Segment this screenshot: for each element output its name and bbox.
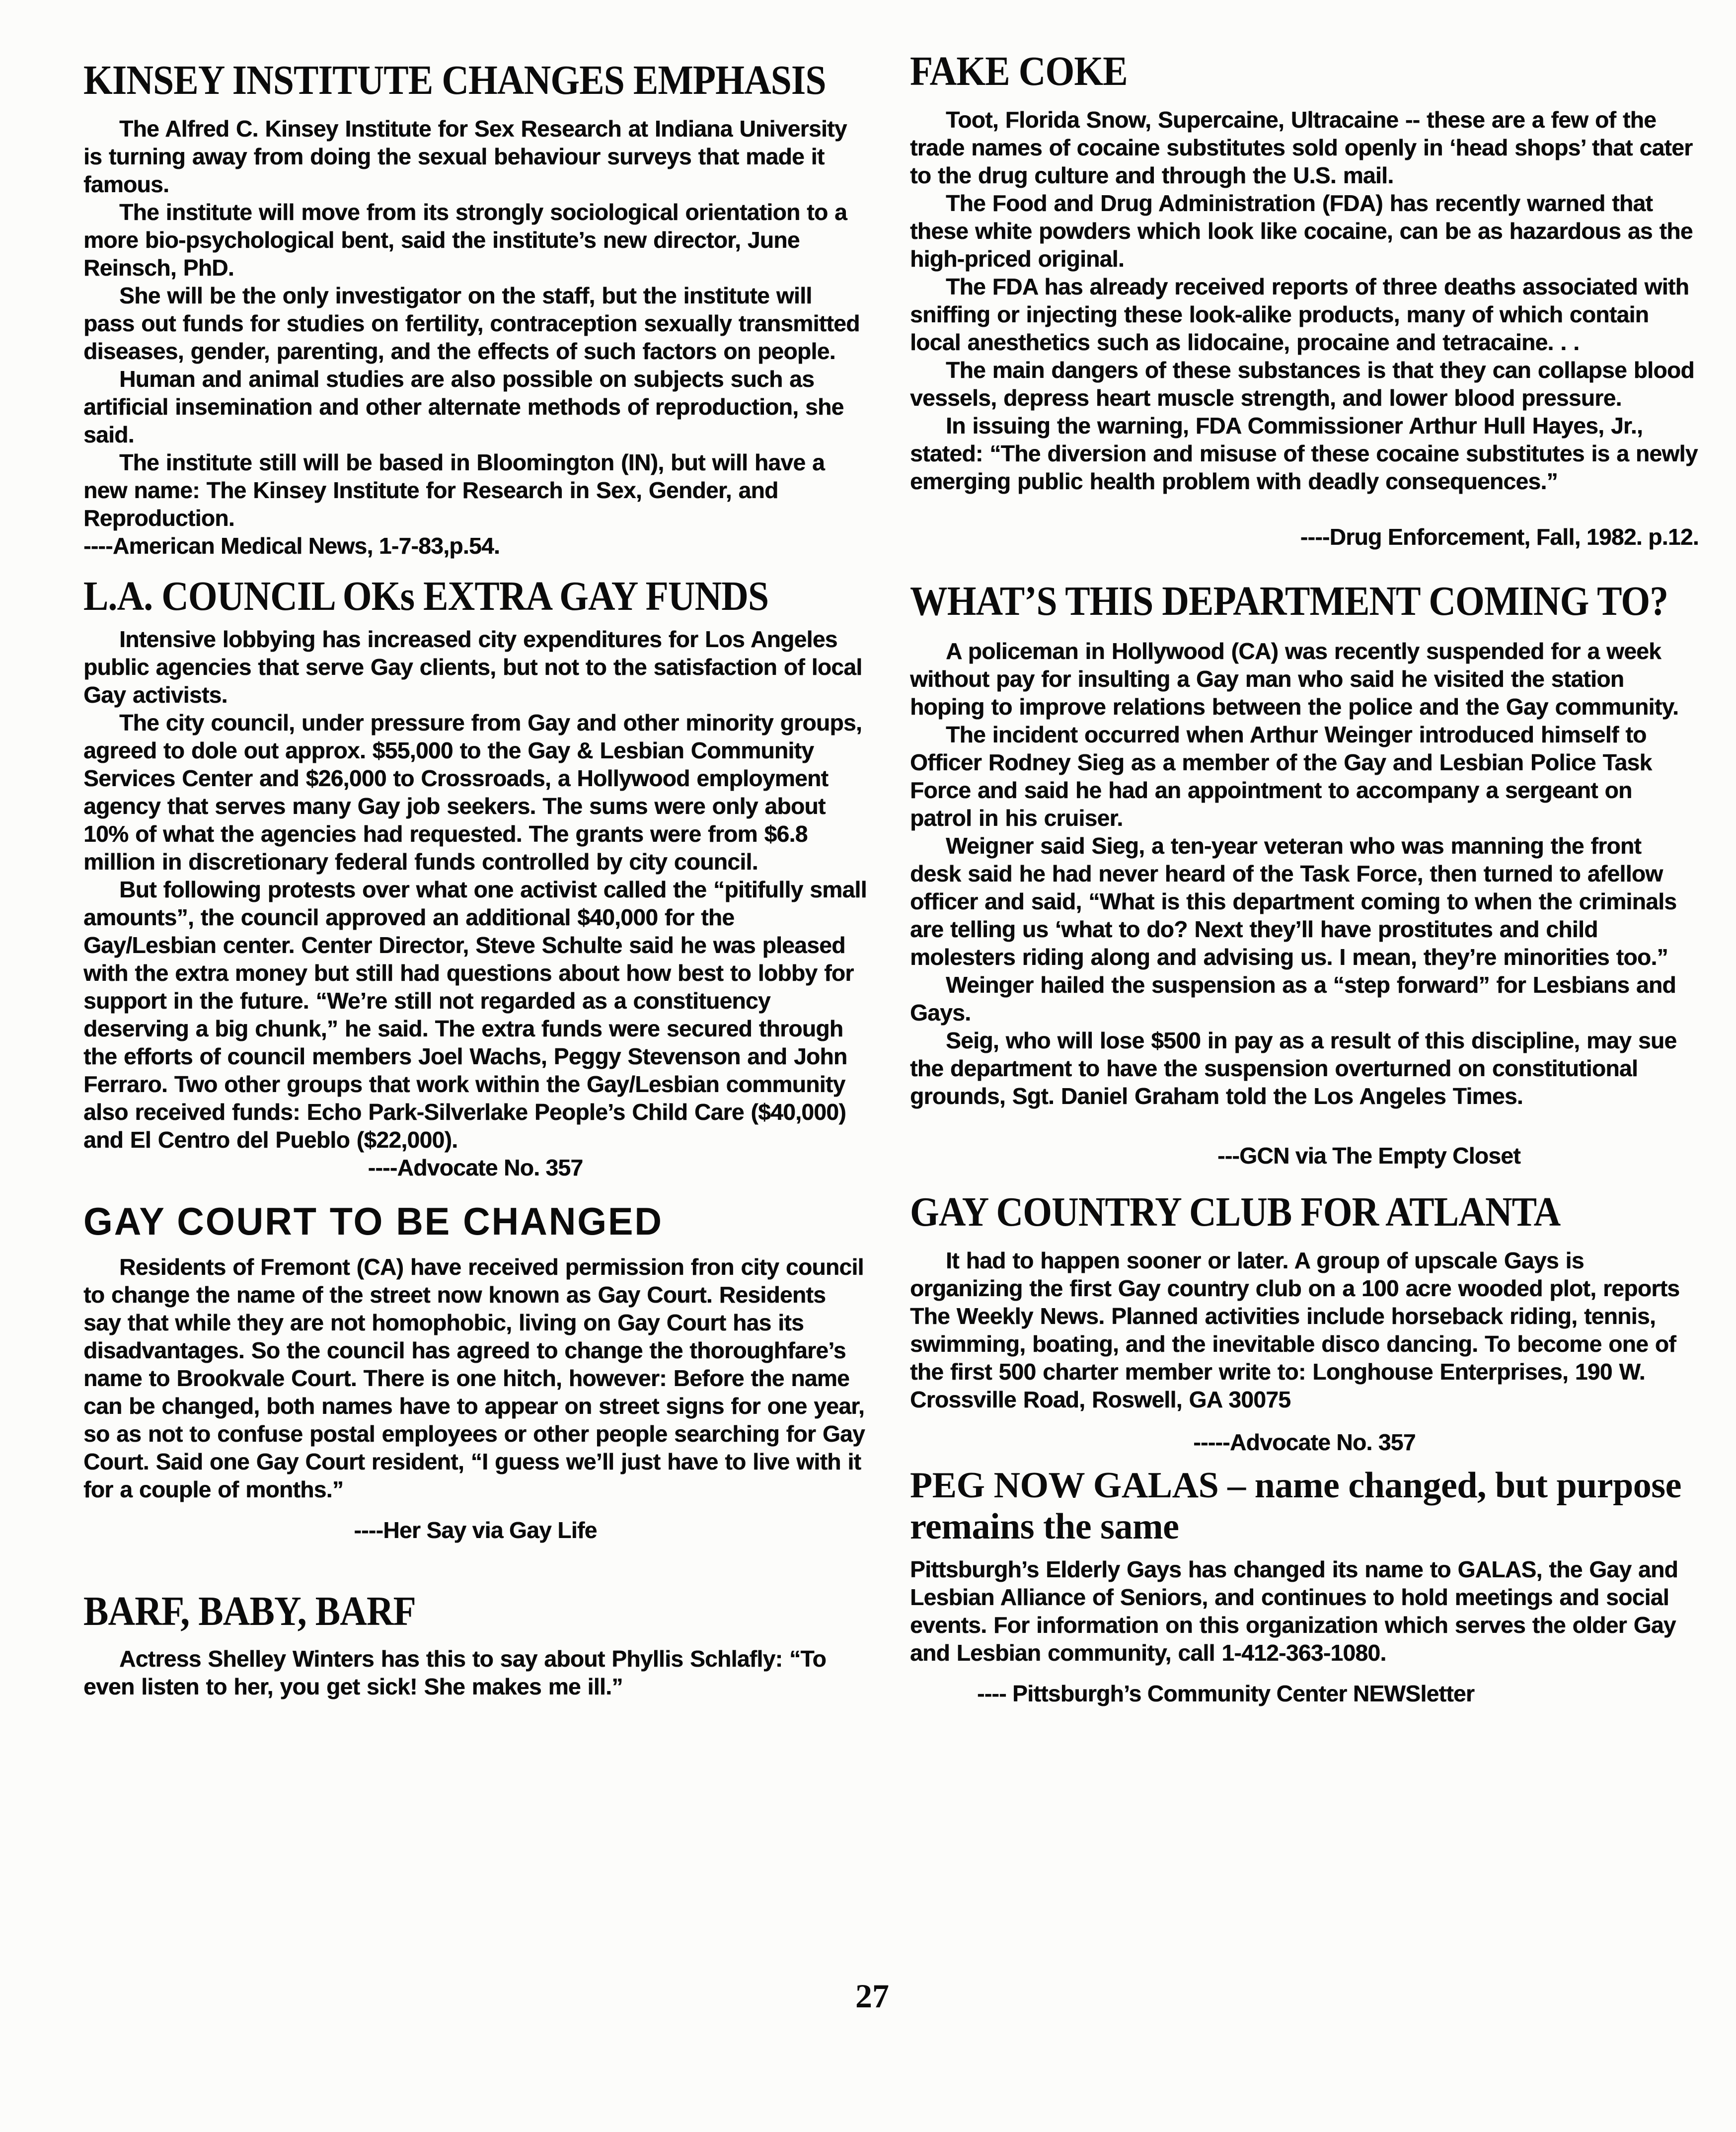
paragraph: The incident occurred when Arthur Weinger introduced himself to Officer Rodney Sieg as a member of the Gay and Lesbian Police Task Force and said he had an appointment to accompany a sergeant on patrol in his cruiser.: [910, 721, 1652, 831]
article-body: [83, 625, 867, 1154]
article-gay-court: [83, 1201, 867, 1544]
attribution: ----Her Say via Gay Life: [354, 1517, 597, 1543]
paragraph: Intensive lobbying has increased city expenditures for Los Angeles public agencies that serve Gay clients, but not to the satisfaction of local Gay activists.: [83, 626, 862, 708]
attribution: ---GCN via The Empty Closet: [1217, 1142, 1520, 1169]
article-title: L.A. COUNCIL OKs EXTRA GAY FUNDS: [83, 573, 769, 620]
paragraph: The institute will move from its strongly sociological orientation to a more bio-psychological bent, said the institute’s new director, June Reinsch, PhD.: [83, 199, 847, 281]
article-body: [910, 106, 1699, 495]
paragraph: The main dangers of these substances is that they can collapse blood vessels, depress heart muscle strength, and lower blood pressure.: [910, 357, 1694, 411]
paragraph: Weigner said Sieg, a ten-year veteran who was manning the front desk said he had never heard of the Task Force, then turned to afellow officer and said, “What is this department coming to when the criminals are telling us ‘what to do? Next they’ll have prostitutes and child molesters riding along and advising us. I mean, they’re minorities too.”: [910, 832, 1677, 970]
article-title: BARF, BABY, BARF: [83, 1588, 416, 1634]
page-number: 27: [855, 1977, 889, 2015]
article-body: [83, 1645, 867, 1700]
article-department-coming-to: [910, 580, 1699, 1169]
article-title: GAY COURT TO BE CHANGED: [83, 1199, 663, 1243]
paragraph: Seig, who will lose $500 in pay as a result of this discipline, may sue the department to have the suspension overturned on constitutional grounds, Sgt. Daniel Graham told the Los Angeles Times.: [910, 1027, 1677, 1109]
paragraph: Actress Shelley Winters has this to say about Phyllis Schlafly: “To even listen to her, you get sick! She makes me ill.”: [83, 1645, 826, 1699]
article-body: [83, 1253, 867, 1503]
article-gay-country-club: [910, 1190, 1699, 1456]
paragraph: It had to happen sooner or later. A group of upscale Gays is organizing the first Gay country club on a 100 acre wooded plot, reports The Weekly News. Planned activities include horseback riding, tennis, swimming, boating, and the inevitable disco dancing. To become one of the first 500 charter member write to: Longhouse Enterprises, 190 W. Crossville Road, Roswell, GA 30075: [910, 1248, 1680, 1413]
paragraph: Pittsburgh’s Elderly Gays has changed its name to GALAS, the Gay and Lesbian Alliance of Seniors, and continues to hold meetings and social events. For information on this organization which serves the older Gay and Lesbian community, call 1-412-363-1080.: [910, 1556, 1678, 1666]
right-column: [910, 50, 1699, 1707]
article-kinsey-institute: [83, 59, 867, 560]
article-fake-coke: [910, 50, 1699, 551]
article-body: [910, 1247, 1699, 1413]
article-title: GAY COUNTRY CLUB FOR ATLANTA: [910, 1188, 1561, 1235]
paragraph: Residents of Fremont (CA) have received permission fron city council to change the name of the street now known as Gay Court. Residents say that while they are not homophobic, living on Gay Court has its disadvantages. So the council has agreed to change the thoroughfare’s name to Brookvale Court. There is one hitch, however: Before the name can be changed, both names have to appear on street signs for one year, so as not to confuse postal employees or other people searching for Gay Court. Said one Gay Court resident, “I guess we’ll just have to live with it for a couple of months.”: [83, 1253, 865, 1502]
article-peg-now-galas: [910, 1465, 1699, 1707]
paragraph: But following protests over what one activist called the “pitifully small amounts”, the council approved an additional $40,000 for the Gay/Lesbian center. Center Director, Steve Schulte said he was pleased with the extra money but still had questions about how best to lobby for support in the future. “We’re still not regarded as a constituency deserving a big chunk,” he said. The extra funds were secured through the efforts of council members Joel Wachs, Peggy Stevenson and John Ferraro. Two other groups that work within the Gay/Lesbian community also received funds: Echo Park-Silverlake People’s Child Care ($40,000) and El Centro del Pueblo ($22,000).: [83, 876, 867, 1153]
attribution: ----Drug Enforcement, Fall, 1982. p.12.: [1300, 524, 1699, 550]
attribution: -----Advocate No. 357: [1193, 1429, 1416, 1456]
attribution: ----Advocate No. 357: [368, 1154, 583, 1180]
paragraph: A policeman in Hollywood (CA) was recently suspended for a week without pay for insulting a Gay man who said he visited the station hoping to improve relations between the police and the Gay community.: [910, 638, 1679, 720]
article-title: KINSEY INSTITUTE CHANGES EMPHASIS: [83, 57, 826, 103]
article-body: [910, 1555, 1699, 1667]
article-la-council-funds: [83, 575, 867, 1181]
paragraph: Toot, Florida Snow, Supercaine, Ultracaine -- these are a few of the trade names of cocaine substitutes sold openly in ‘head shops’ that cater to the drug culture and through the U.S. mail.: [910, 107, 1693, 189]
paragraph: The Alfred C. Kinsey Institute for Sex Research at Indiana University is turning away from doing the sexual behaviour surveys that made it famous.: [83, 116, 847, 198]
article-barf-baby-barf: [83, 1590, 867, 1700]
article-title: PEG NOW GALAS – name changed, but purpose remains the same: [910, 1465, 1681, 1547]
attribution: ----American Medical News, 1-7-83,p.54.: [83, 533, 500, 559]
article-title: WHAT’S THIS DEPARTMENT COMING TO?: [910, 578, 1668, 625]
article-body: [910, 637, 1699, 1110]
paragraph: Weinger hailed the suspension as a “step forward” for Lesbians and Gays.: [910, 971, 1676, 1026]
paragraph: Human and animal studies are also possible on subjects such as artificial insemination and other alternate methods of reproduction, she said.: [83, 366, 844, 448]
paragraph: The Food and Drug Administration (FDA) has recently warned that these white powders which look like cocaine, can be as hazardous as the high-priced original.: [910, 190, 1693, 272]
paragraph: The FDA has already received reports of three deaths associated with sniffing or injecting these look-alike products, many of which contain local anesthetics such as lidocaine, procaine and tetracaine. . .: [910, 274, 1689, 356]
article-body: [83, 115, 867, 532]
left-column: [83, 59, 867, 1700]
article-title: FAKE COKE: [910, 48, 1128, 94]
paragraph: In issuing the warning, FDA Commissioner Arthur Hull Hayes, Jr., stated: “The diversion and misuse of these cocaine substitutes is a newly emerging public health problem with deadly consequences.”: [910, 413, 1698, 495]
attribution: ---- Pittsburgh’s Community Center NEWSletter: [977, 1680, 1475, 1706]
paragraph: The institute still will be based in Bloomington (IN), but will have a new name: The Kinsey Institute for Research in Sex, Gender, and Reproduction.: [83, 449, 825, 531]
paragraph: The city council, under pressure from Gay and other minority groups, agreed to dole out approx. $55,000 to the Gay & Lesbian Community Services Center and $26,000 to Crossroads, a Hollywood employment agency that serves many Gay job seekers. The sums were only about 10% of what the agencies had requested. The grants were from $6.8 million in discretionary federal funds controlled by city council.: [83, 709, 862, 875]
paragraph: She will be the only investigator on the staff, but the institute will pass out funds for studies on fertility, contraception sexually transmitted diseases, gender, parenting, and the effects of such factors on people.: [83, 283, 860, 365]
